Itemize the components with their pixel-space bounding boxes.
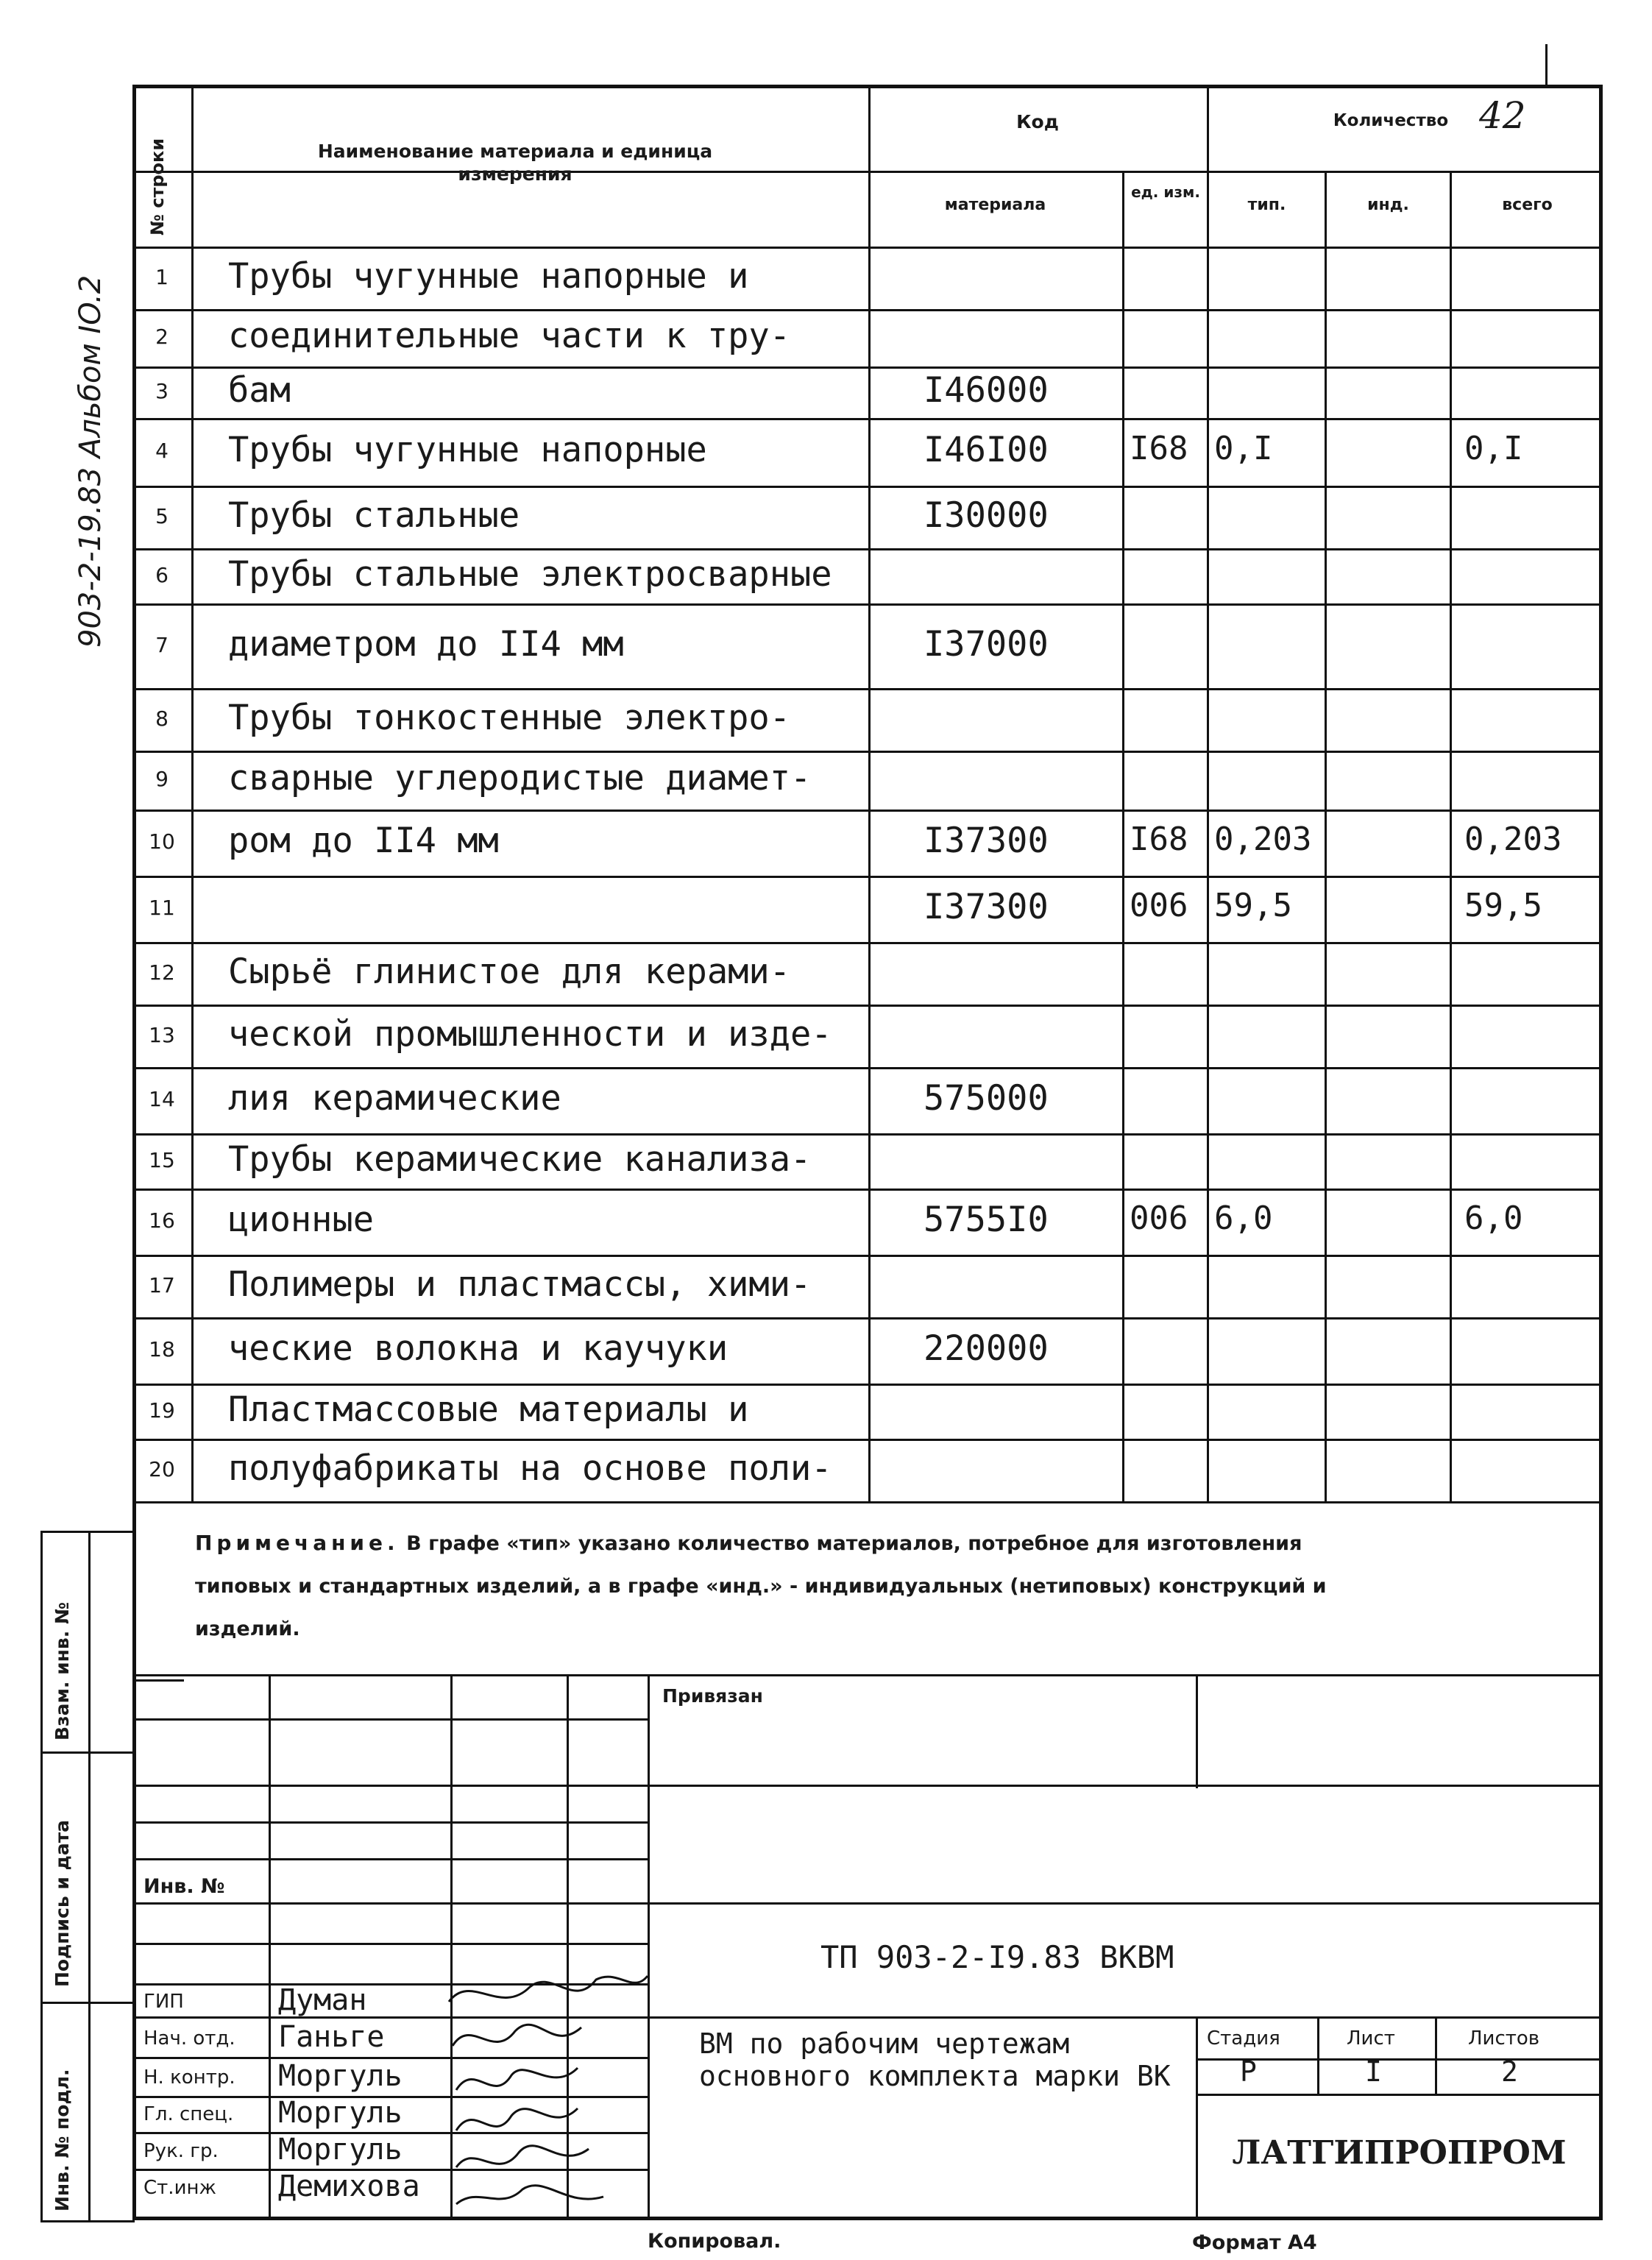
cell-name: Трубы стальные [228, 495, 520, 536]
cell-name: Трубы чугунные напорные и [228, 255, 749, 297]
stage-label: Стадия [1207, 2027, 1280, 2050]
cell-name: Трубы стальные электросварные [228, 553, 832, 595]
cell-code: I46000 [924, 370, 1049, 411]
header-row-number: № строки [147, 138, 168, 235]
document-code: ТП 903-2-I9.83 ВКВМ [820, 1939, 1174, 1975]
role-label: Гл. спец. [143, 2103, 234, 2125]
role-label: Ст.инж [143, 2177, 216, 2199]
role-label: Н. контр. [143, 2066, 235, 2089]
person-name: Демихова [278, 2169, 420, 2203]
role-label: Рук. гр. [143, 2140, 219, 2162]
cell-typ: 59,5 [1214, 887, 1292, 924]
organization-name: ЛАТГИПРОПРОМ [1232, 2134, 1567, 2172]
document-description: ВМ по рабочим чертежам основного комплекта марки ВК [699, 2027, 1171, 2092]
sheets-label: Листов [1468, 2027, 1540, 2050]
cell-name: бам [228, 370, 291, 411]
person-name: Моргуль [278, 2096, 403, 2130]
privyazan-label: Привязан [662, 1685, 763, 1707]
cell-n: 15 [149, 1147, 175, 1172]
inv-podl-label: Инв. № подл. [52, 2069, 73, 2211]
cell-code: 575000 [924, 1078, 1049, 1119]
cell-typ: 6,0 [1214, 1200, 1273, 1237]
cell-name: ционные [228, 1200, 375, 1240]
person-name: Моргуль [278, 2059, 403, 2093]
note [195, 1522, 1343, 1651]
cell-name: ческие волокна и каучуки [228, 1328, 728, 1369]
cell-n: 8 [155, 706, 169, 731]
cell-n: 12 [149, 960, 175, 985]
cell-total: 6,0 [1464, 1200, 1523, 1237]
signatures [442, 1965, 662, 2215]
header-code: Код [1016, 111, 1059, 132]
header-qty-ind: инд. [1367, 196, 1409, 214]
inv-no-label: Инв. № [143, 1875, 225, 1898]
cell-typ: 0,I [1214, 430, 1273, 467]
cell-total: 0,203 [1464, 821, 1562, 858]
header-qty-total: всего [1502, 196, 1553, 214]
cell-name: Сырьё глинистое для керами- [228, 951, 791, 992]
cell-n: 6 [155, 562, 169, 587]
signature-3 [456, 2068, 578, 2090]
signature-1 [449, 1976, 648, 2002]
person-name: Моргуль [278, 2133, 403, 2167]
cell-name: соединительные части к тру- [228, 316, 791, 356]
cell-unit: 006 [1130, 887, 1188, 924]
signature-6 [456, 2186, 603, 2204]
cell-n: 3 [155, 379, 169, 403]
cell-code: I37000 [924, 623, 1049, 665]
cell-n: 10 [149, 829, 175, 854]
cell-name: сварные углеродистые диамет- [228, 758, 812, 798]
cell-n: 17 [149, 1272, 175, 1297]
cell-n: 14 [149, 1087, 175, 1111]
cell-name: полуфабрикаты на основе поли- [228, 1448, 832, 1489]
cell-n: 19 [149, 1398, 175, 1423]
cell-n: 16 [149, 1208, 175, 1233]
format-label: Формат А4 [1192, 2231, 1317, 2254]
corner-tick [1545, 44, 1548, 85]
podpis-data-label: Подпись и дата [52, 1819, 73, 1987]
cell-name: Трубы тонкостенные электро- [228, 697, 791, 738]
cell-n: 2 [155, 325, 169, 349]
cell-n: 1 [155, 264, 169, 289]
cell-total: 59,5 [1464, 887, 1542, 924]
cell-unit: I68 [1130, 430, 1188, 467]
header-quantity: Количество [1333, 111, 1449, 130]
cell-code: 220000 [924, 1328, 1049, 1369]
album-side-label: 903-2-19.83 Альбом IO.2 [74, 274, 107, 648]
role-label: ГИП [143, 1991, 184, 2013]
header-quantity-handwritten: 42 [1479, 94, 1526, 137]
cell-code: I46I00 [924, 430, 1049, 470]
cell-name: Полимеры и пластмассы, хими- [228, 1264, 812, 1305]
cell-name: лия керамические [228, 1078, 561, 1119]
cell-n: 13 [149, 1022, 175, 1047]
cell-total: 0,I [1464, 430, 1523, 467]
cell-name: диаметром до II4 мм [228, 623, 624, 665]
cell-n: 20 [149, 1456, 175, 1481]
cell-n: 5 [155, 503, 169, 528]
person-name: Ганьге [278, 2020, 385, 2054]
signature-4 [456, 2108, 578, 2130]
role-label: Нач. отд. [143, 2027, 235, 2050]
cell-typ: 0,203 [1214, 821, 1312, 858]
stage-value: Р [1240, 2055, 1257, 2088]
cell-code: I37300 [924, 887, 1049, 927]
cell-n: 4 [155, 439, 169, 463]
cell-unit: 006 [1130, 1200, 1188, 1237]
header-name: Наименование материала и единица измерения [317, 141, 713, 185]
signature-5 [456, 2146, 589, 2167]
cell-code: I30000 [924, 495, 1049, 536]
note-label: Примечание. [195, 1531, 400, 1555]
cell-name: Трубы керамические канализа- [228, 1138, 812, 1180]
sheets-value: 2 [1501, 2055, 1518, 2088]
cell-n: 18 [149, 1337, 175, 1361]
cell-name: Трубы чугунные напорные [228, 430, 707, 470]
sheet-value: I [1365, 2055, 1382, 2088]
cell-n: 7 [155, 632, 169, 657]
header-qty-typ: тип. [1247, 196, 1286, 214]
cell-name: ческой промышленности и изде- [228, 1013, 832, 1055]
cell-n: 11 [149, 896, 175, 920]
cell-name: Пластмассовые материалы и [228, 1389, 749, 1430]
note-text: В графе «тип» указано количество материалов, потребное для изготовления типовых и стандартных изделий, а в графе «инд.» - индивидуальных (нетиповых) конструкций и изделий. [195, 1532, 1327, 1640]
cell-code: I37300 [924, 821, 1049, 861]
header-code-material: материала [944, 196, 1046, 214]
signature-2 [453, 2025, 581, 2046]
copied-label: Копировал. [648, 2230, 781, 2253]
cell-n: 9 [155, 767, 169, 791]
header-code-unit: ед. изм. [1131, 183, 1200, 201]
cell-code: 5755I0 [924, 1200, 1049, 1240]
cell-unit: I68 [1130, 821, 1188, 858]
cell-name: ром до II4 мм [228, 821, 499, 861]
person-name: Думан [278, 1983, 367, 2017]
sheet-label: Лист [1347, 2027, 1395, 2050]
vzam-inv-label: Взам. инв. № [52, 1602, 73, 1740]
